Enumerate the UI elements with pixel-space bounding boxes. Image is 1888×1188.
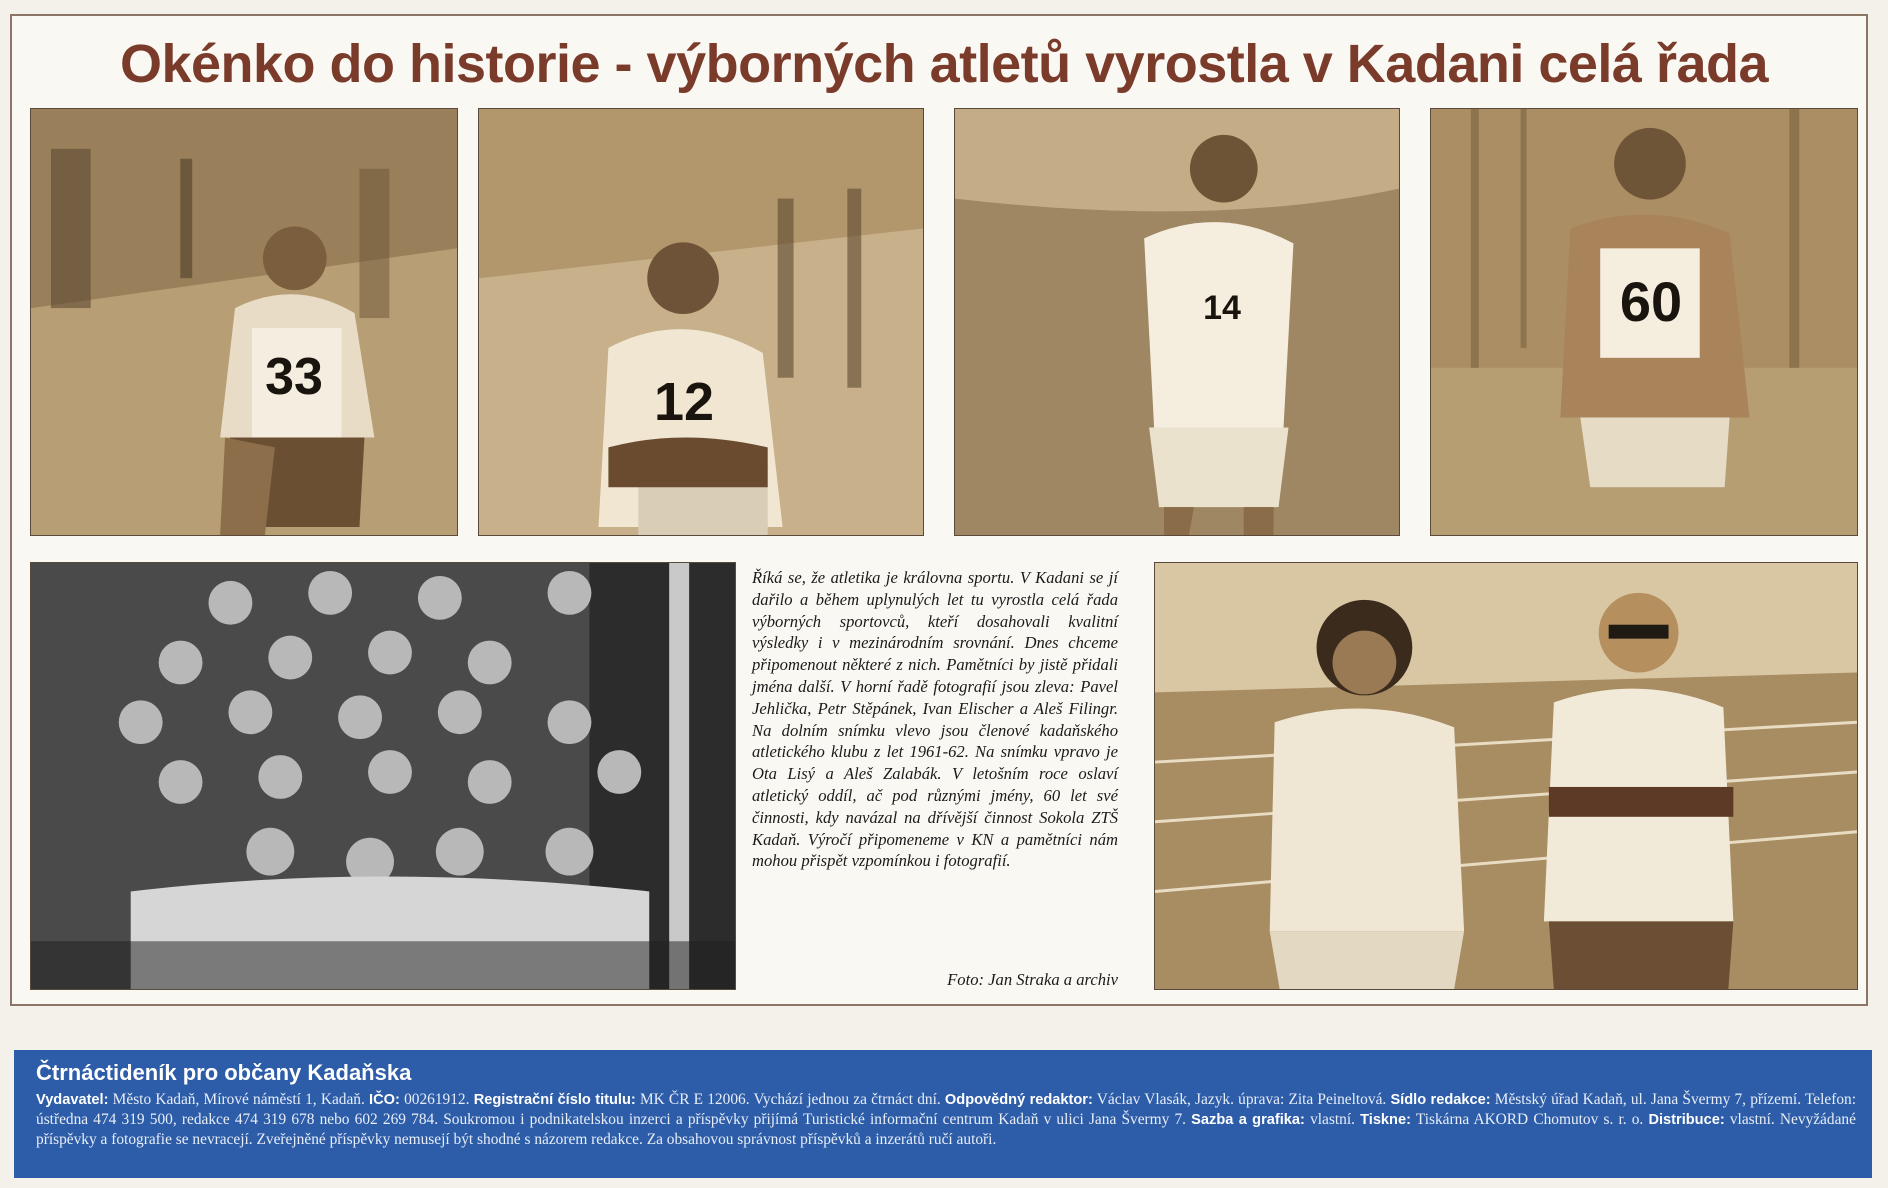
editor-label: Odpovědný redaktor: bbox=[944, 1092, 1093, 1108]
print-value: Tiskárna AKORD Chomutov s. r. o. bbox=[1415, 1111, 1644, 1128]
office-label: Sídlo redakce: bbox=[1390, 1092, 1491, 1108]
publisher-label: Vydavatel: bbox=[36, 1092, 109, 1108]
article-text: Říká se, že atletika je královna sportu. V Kadani se jí dařilo a během uplynulých let tu vyrostla celá řada výborných sportovců, kteří dosahovali kvalitní výsledky i v mezinárodním srovnání. Dnes chceme připomenout některé z nich. Pamětníci by jistě přidali jména další. V horní řadě fotografií jsou zleva: Pavel Jehlička, Petr Stěpánek, Ivan Elischer a Aleš Filingr. Na dolním snímku vlevo jsou členové kadaňského atletického klubu z let 1961-62. Na snímku vpravo je Ota Lisý a Aleš Zalabák. V letošním roce oslaví atletický oddíl, ač pod různými jmény, 60 let své činnosti, kdy navázal na dřívější činnost Sokola ZTŠ Kadaň. Výročí připomeneme v KN a pamětníci nám mohou přispět vzpomínkou i fotografií. bbox=[752, 568, 1118, 871]
editor-value: Václav Vlasák, Jazyk. úprava: Zita Peineltová. bbox=[1096, 1091, 1387, 1108]
masthead-info bbox=[36, 1090, 1856, 1150]
photo-lisy-zalabak bbox=[1154, 562, 1858, 990]
registration-label: Registrační číslo titulu: bbox=[473, 1092, 636, 1108]
bib-number: 60 bbox=[1619, 270, 1683, 333]
bib-number: 14 bbox=[1203, 289, 1241, 327]
ico-value: 00261912. bbox=[404, 1091, 470, 1108]
bib-number: 12 bbox=[653, 372, 715, 432]
photo-runner-12 bbox=[478, 108, 924, 536]
office-value: Městský úřad Kadaň, ul. Jana Švermy 7, přízemí. Telefon: ústředna 474 319 500, redakce 474 319 678 nebo 602 269 784. Soukromou i podnikatelskou inzerci a příspěvky přijímá Turistické informační centrum Kadaň v ulici Jana Švermy 7. bbox=[36, 1091, 1857, 1128]
publisher-value: Město Kadaň, Mírové náměstí 1, Kadaň. bbox=[112, 1091, 365, 1108]
layout-value: vlastní. bbox=[1310, 1111, 1355, 1128]
registration-value: MK ČR E 12006. Vychází jednou za čtrnáct dní. bbox=[639, 1091, 941, 1108]
photo-credit: Foto: Jan Straka a archiv bbox=[947, 970, 1118, 989]
page-title: Okénko do historie - výborných atletů vyrostla v Kadani celá řada bbox=[119, 34, 1769, 94]
print-label: Tiskne: bbox=[1360, 1112, 1411, 1128]
photo-runner-14 bbox=[954, 108, 1400, 536]
ico-label: IČO: bbox=[369, 1092, 400, 1108]
distribution-label: Distribuce: bbox=[1648, 1112, 1725, 1128]
photo-athletic-club-group bbox=[30, 562, 736, 990]
photo-runner-33 bbox=[30, 108, 458, 536]
bib-number: 33 bbox=[265, 348, 323, 406]
photo-runner-60 bbox=[1430, 108, 1858, 536]
masthead-box bbox=[14, 1050, 1872, 1178]
distribution-value: vlastní. Nevyžádané příspěvky a fotografie se nevracejí. Zveřejněné příspěvky nemusejí být shodné s názorem redakce. Za obsahovou správnost příspěvků a inzerátů ručí autoři. bbox=[36, 1111, 1856, 1148]
masthead-title: Čtrnáctideník pro občany Kadaňska bbox=[36, 1060, 412, 1085]
layout-label: Sazba a grafika: bbox=[1191, 1112, 1305, 1128]
